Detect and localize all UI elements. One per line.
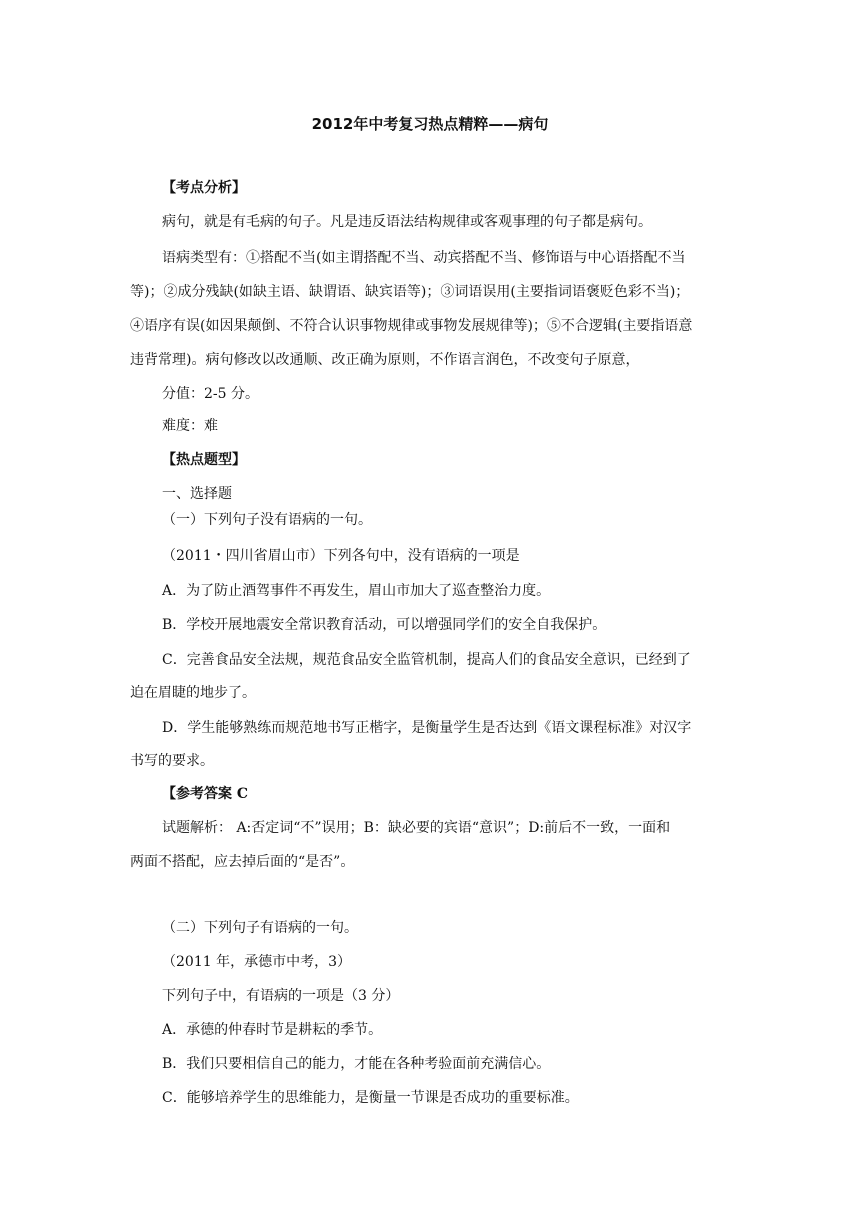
question-source: （2011 年，承德市中考，3） (162, 954, 351, 970)
option-c: C．完善食品安全法规，规范食品安全监管机制，提高人们的食品安全意识，已经到了 (162, 652, 691, 668)
subsection-heading: （二）下列句子有语病的一句。 (162, 920, 358, 936)
document-title: 2012年中考复习热点精粹——病句 (311, 115, 549, 133)
paragraph-line: 语病类型有：①搭配不当(如主谓搭配不当、动宾搭配不当、修饰语与中心语搭配不当 (162, 250, 686, 266)
option-b: B．我们只要相信自己的能力，才能在各种考验面前充满信心。 (162, 1056, 551, 1072)
section-heading-hot-types: 【热点题型】 (162, 452, 246, 468)
option-c: C．能够培养学生的思维能力，是衡量一节课是否成功的重要标准。 (162, 1090, 579, 1106)
question-source: （2011・四川省眉山市）下列各句中，没有语病的一项是 (162, 548, 520, 564)
option-a: A．承德的仲春时节是耕耘的季节。 (162, 1022, 383, 1038)
paragraph-line: 病句，就是有毛病的句子。凡是违反语法结构规律或客观事理的句子都是病句。 (162, 214, 652, 230)
option-a: A．为了防止酒驾事件不再发生，眉山市加大了巡查整治力度。 (162, 583, 551, 599)
question-type-heading: 一、选择题 (162, 486, 232, 502)
paragraph-line: ④语序有误(如因果颠倒、不符合认识事物规律或事物发展规律等)；⑤不合逻辑(主要指语意 (130, 318, 693, 334)
question-stem: 下列句子中，有语病的一项是（3 分） (162, 988, 400, 1004)
option-d: D．学生能够熟练而规范地书写正楷字，是衡量学生是否达到《语文课程标准》对汉字 (162, 720, 692, 736)
paragraph-line: 等)；②成分残缺(如缺主语、缺谓语、缺宾语等)；③词语误用(主要指词语褒贬色彩不当)； (130, 284, 690, 300)
score-line: 分值：2-5 分。 (162, 386, 259, 402)
option-c-continued: 迫在眉睫的地步了。 (130, 685, 256, 701)
section-heading-analysis: 【考点分析】 (162, 180, 246, 196)
answer-heading: 【参考答案 C (162, 786, 249, 802)
explanation-line: 两面不搭配，应去掉后面的“是否”。 (130, 854, 355, 870)
option-b: B．学校开展地震安全常识教育活动，可以增强同学们的安全自我保护。 (162, 617, 607, 633)
subsection-heading: （一）下列句子没有语病的一句。 (162, 512, 372, 528)
paragraph-line: 违背常理)。病句修改以改通顺、改正确为原则，不作语言润色，不改变句子原意， (130, 352, 640, 368)
option-d-continued: 书写的要求。 (130, 753, 214, 769)
explanation-line: 试题解析： A:否定词“不”误用；B：缺必要的宾语“意识”；D:前后不一致，一面和 (162, 820, 671, 836)
difficulty-line: 难度：难 (162, 418, 218, 434)
